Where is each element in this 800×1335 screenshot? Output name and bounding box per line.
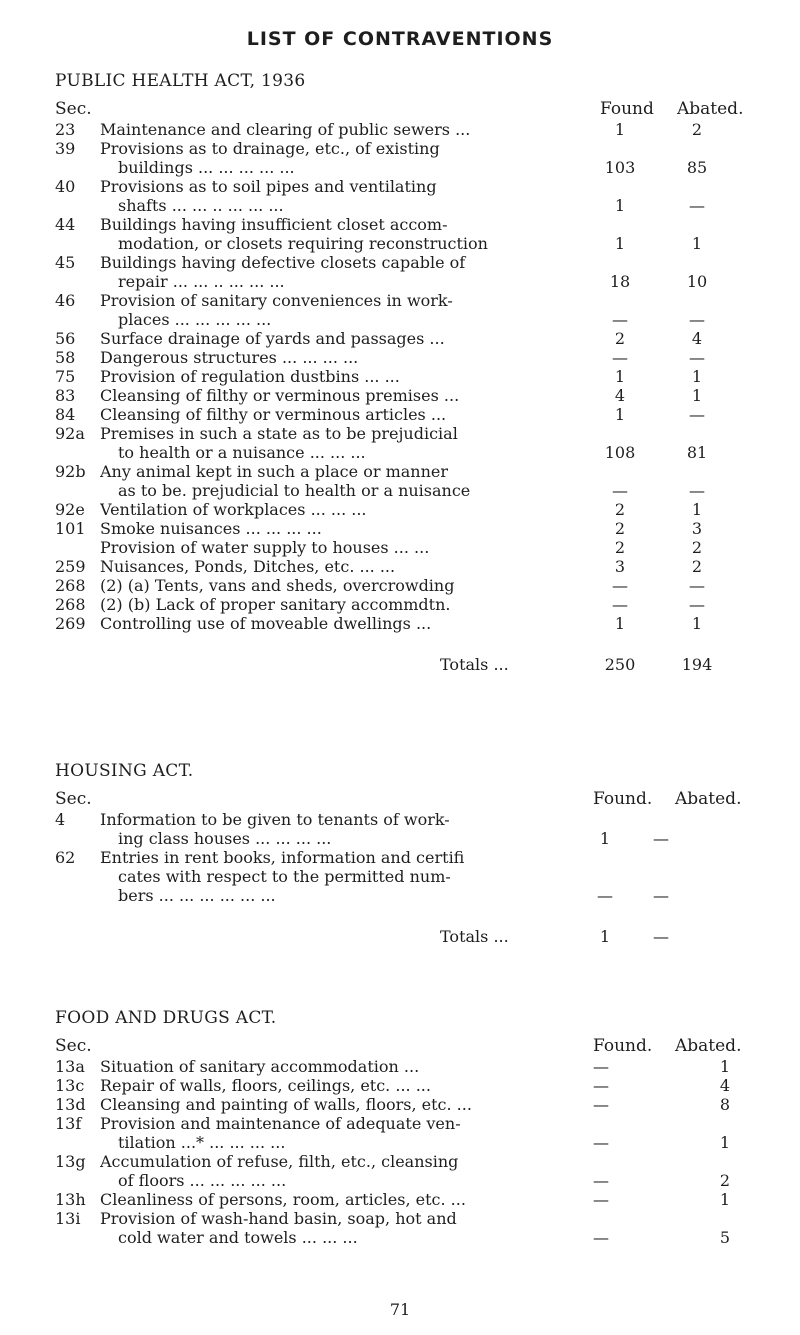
description-line: tilation ...* ... ... ... ... <box>118 1133 286 1152</box>
abated-count: 5 <box>719 1228 731 1247</box>
description-line: ing class houses ... ... ... ... <box>118 829 332 848</box>
abated-count: — <box>689 595 705 614</box>
description-line: Smoke nuisances ... ... ... ... <box>100 519 322 538</box>
description-line: places ... ... ... ... ... <box>118 310 272 329</box>
description-line: Buildings having defective closets capable of <box>100 253 466 272</box>
sec-column-label: Sec. <box>55 99 92 119</box>
found-column-label: Found. <box>593 789 653 809</box>
contravention-description <box>100 253 540 291</box>
abated-count: 2 <box>691 538 703 557</box>
description-line: Provisions as to drainage, etc., of existing <box>100 139 440 158</box>
table-row <box>55 519 785 538</box>
table-row <box>55 538 785 557</box>
description-line: Situation of sanitary accommodation ... <box>100 1057 420 1076</box>
section-number: 92a <box>55 424 85 443</box>
description-line: Provision and maintenance of adequate ven- <box>100 1114 461 1133</box>
found-count: — <box>593 1095 609 1114</box>
section-number: 83 <box>55 386 76 405</box>
description-line: cates with respect to the permitted num- <box>118 867 451 886</box>
table-row <box>55 120 785 139</box>
table-row <box>55 1095 785 1114</box>
table-row <box>55 139 785 177</box>
found-count: 3 <box>614 557 626 576</box>
found-column-label: Found <box>600 99 654 119</box>
found-count: 2 <box>614 329 626 348</box>
description-line: Provision of wash-hand basin, soap, hot and <box>100 1209 457 1228</box>
housing-rows <box>55 810 785 905</box>
description-line: of floors ... ... ... ... ... <box>118 1171 287 1190</box>
description-line: Repair of walls, floors, ceilings, etc. ... ... <box>100 1076 431 1095</box>
contravention-description <box>100 848 540 905</box>
table-row <box>55 462 785 500</box>
abated-count: 2 <box>691 120 703 139</box>
description-line: Buildings having insufficient closet accom- <box>100 215 448 234</box>
section-number: 39 <box>55 139 76 158</box>
found-count: — <box>612 576 628 595</box>
found-count: 1 <box>614 405 626 424</box>
description-line: Controlling use of moveable dwellings ... <box>100 614 432 633</box>
contravention-description <box>100 538 540 557</box>
abated-count: 1 <box>691 234 703 253</box>
housing-totals <box>55 927 785 949</box>
section-number: 269 <box>55 614 86 633</box>
contravention-description <box>100 500 540 519</box>
description-line: Information to be given to tenants of work- <box>100 810 450 829</box>
contravention-description <box>100 810 540 848</box>
section-number: 13h <box>55 1190 86 1209</box>
section-number: 13g <box>55 1152 86 1171</box>
section-number: 45 <box>55 253 76 272</box>
found-column-label: Found. <box>593 1036 653 1056</box>
abated-count: 2 <box>719 1171 731 1190</box>
totals-label: Totals ... <box>440 927 509 946</box>
food-drugs-section <box>55 1007 785 1247</box>
table-row <box>55 1190 785 1209</box>
found-count: 4 <box>614 386 626 405</box>
abated-column-label: Abated. <box>677 99 744 119</box>
found-count: 1 <box>614 120 626 139</box>
description-line: Accumulation of refuse, filth, etc., cleansing <box>100 1152 459 1171</box>
section-number: 40 <box>55 177 76 196</box>
abated-count: 1 <box>691 386 703 405</box>
section-number: 13i <box>55 1209 81 1228</box>
abated-count: — <box>689 576 705 595</box>
section-number: 84 <box>55 405 76 424</box>
found-count: 2 <box>614 538 626 557</box>
totals-abated: 194 <box>681 655 713 674</box>
table-row <box>55 614 785 633</box>
contravention-description <box>100 120 540 139</box>
description-line: cold water and towels ... ... ... <box>118 1228 358 1247</box>
section-number: 92e <box>55 500 85 519</box>
totals-abated: — <box>653 927 669 946</box>
table-row <box>55 810 785 848</box>
abated-count: 1 <box>719 1190 731 1209</box>
description-line: Nuisances, Ponds, Ditches, etc. ... ... <box>100 557 396 576</box>
found-count: — <box>593 1190 609 1209</box>
table-row <box>55 1114 785 1152</box>
totals-label: Totals ... <box>440 655 509 674</box>
found-count: — <box>612 348 628 367</box>
description-line: modation, or closets requiring reconstruction <box>118 234 488 253</box>
abated-count: 1 <box>691 614 703 633</box>
description-line: Ventilation of workplaces ... ... ... <box>100 500 367 519</box>
page-number: 71 <box>389 1300 411 1319</box>
contravention-description <box>100 329 540 348</box>
totals-found: 1 <box>599 927 611 946</box>
food-drugs-column-header <box>55 1037 785 1057</box>
found-count: 108 <box>604 443 636 462</box>
found-count: — <box>612 481 628 500</box>
abated-count: 1 <box>691 500 703 519</box>
found-count: 2 <box>614 500 626 519</box>
sec-column-label: Sec. <box>55 1036 92 1056</box>
contravention-description <box>100 595 540 614</box>
public-health-section <box>55 70 785 677</box>
description-line: Entries in rent books, information and certifi <box>100 848 465 867</box>
found-count: — <box>593 1133 609 1152</box>
section-number: 268 <box>55 595 86 614</box>
section-number: 101 <box>55 519 86 538</box>
contravention-description <box>100 614 540 633</box>
description-line: Any animal kept in such a place or manner <box>100 462 448 481</box>
found-count: — <box>593 1228 609 1247</box>
contravention-description <box>100 405 540 424</box>
table-row <box>55 329 785 348</box>
abated-count: 2 <box>691 557 703 576</box>
description-line: shafts ... ... .. ... ... ... <box>118 196 284 215</box>
section-number: 62 <box>55 848 76 867</box>
abated-count: — <box>689 405 705 424</box>
description-line: Provision of sanitary conveniences in work- <box>100 291 453 310</box>
table-row <box>55 1152 785 1190</box>
description-line: Maintenance and clearing of public sewers ... <box>100 120 471 139</box>
table-row <box>55 291 785 329</box>
description-line: (2) (b) Lack of proper sanitary accommdtn. <box>100 595 451 614</box>
found-count: 103 <box>604 158 636 177</box>
found-count: 1 <box>614 367 626 386</box>
contravention-description <box>100 215 540 253</box>
table-row <box>55 1076 785 1095</box>
found-count: 2 <box>614 519 626 538</box>
abated-count: 81 <box>686 443 708 462</box>
description-line: repair ... ... .. ... ... ... <box>118 272 285 291</box>
found-count: — <box>593 1076 609 1095</box>
section-number: 75 <box>55 367 76 386</box>
contravention-description <box>100 576 540 595</box>
abated-count: 1 <box>691 367 703 386</box>
abated-count: 10 <box>686 272 708 291</box>
table-row <box>55 177 785 215</box>
description-line: as to be. prejudicial to health or a nuisance <box>118 481 471 500</box>
found-count: 1 <box>599 829 611 848</box>
section-number: 259 <box>55 557 86 576</box>
table-row <box>55 848 785 905</box>
totals-found: 250 <box>604 655 636 674</box>
contravention-description <box>100 386 540 405</box>
contravention-description <box>100 1190 540 1209</box>
contravention-description <box>100 1114 540 1152</box>
abated-count: — <box>689 348 705 367</box>
food-drugs-heading: FOOD AND DRUGS ACT. <box>55 1008 277 1028</box>
found-count: 1 <box>614 614 626 633</box>
housing-column-header <box>55 790 785 810</box>
contravention-description <box>100 462 540 500</box>
description-line: Cleansing of filthy or verminous premises ... <box>100 386 460 405</box>
contravention-description <box>100 1057 540 1076</box>
abated-count: — <box>689 481 705 500</box>
abated-count: — <box>653 829 669 848</box>
found-count: — <box>612 595 628 614</box>
table-row <box>55 557 785 576</box>
abated-count: 4 <box>719 1076 731 1095</box>
found-count: — <box>612 310 628 329</box>
section-number: 44 <box>55 215 76 234</box>
description-line: to health or a nuisance ... ... ... <box>118 443 366 462</box>
abated-count: 3 <box>691 519 703 538</box>
found-count: — <box>597 886 613 905</box>
contravention-description <box>100 291 540 329</box>
page-title: LIST OF CONTRAVENTIONS <box>246 28 554 50</box>
section-number: 58 <box>55 348 76 367</box>
abated-count: — <box>653 886 669 905</box>
food-drugs-rows <box>55 1057 785 1247</box>
section-number: 46 <box>55 291 76 310</box>
abated-count: — <box>689 196 705 215</box>
section-number: 13f <box>55 1114 82 1133</box>
contravention-description <box>100 139 540 177</box>
contravention-description <box>100 348 540 367</box>
contravention-description <box>100 557 540 576</box>
housing-section <box>55 760 785 949</box>
abated-count: — <box>689 310 705 329</box>
public-health-heading: PUBLIC HEALTH ACT, 1936 <box>55 71 306 91</box>
description-line: (2) (a) Tents, vans and sheds, overcrowding <box>100 576 455 595</box>
found-count: — <box>593 1057 609 1076</box>
contravention-description <box>100 424 540 462</box>
abated-count: 8 <box>719 1095 731 1114</box>
table-row <box>55 1209 785 1247</box>
abated-count: 1 <box>719 1133 731 1152</box>
description-line: Cleanliness of persons, room, articles, etc. ... <box>100 1190 466 1209</box>
found-count: 18 <box>609 272 631 291</box>
public-health-column-header <box>55 100 785 120</box>
contravention-description <box>100 367 540 386</box>
table-row <box>55 405 785 424</box>
description-line: buildings ... ... ... ... ... <box>118 158 295 177</box>
contravention-description <box>100 1076 540 1095</box>
table-row <box>55 367 785 386</box>
description-line: Provision of water supply to houses ... ... <box>100 538 430 557</box>
table-row <box>55 386 785 405</box>
table-row <box>55 595 785 614</box>
public-health-totals <box>55 655 785 677</box>
contravention-description <box>100 1152 540 1190</box>
description-line: Provisions as to soil pipes and ventilating <box>100 177 437 196</box>
description-line: bers ... ... ... ... ... ... <box>118 886 276 905</box>
table-row <box>55 348 785 367</box>
housing-heading: HOUSING ACT. <box>55 761 194 781</box>
contravention-description <box>100 1095 540 1114</box>
description-line: Cleansing and painting of walls, floors, etc. ... <box>100 1095 472 1114</box>
description-line: Premises in such a state as to be prejudicial <box>100 424 458 443</box>
contravention-description <box>100 177 540 215</box>
abated-count: 1 <box>719 1057 731 1076</box>
table-row <box>55 253 785 291</box>
abated-count: 4 <box>691 329 703 348</box>
description-line: Surface drainage of yards and passages ... <box>100 329 445 348</box>
section-number: 13c <box>55 1076 85 1095</box>
section-number: 4 <box>55 810 66 829</box>
abated-count: 85 <box>686 158 708 177</box>
abated-column-label: Abated. <box>675 789 742 809</box>
table-row <box>55 1057 785 1076</box>
abated-column-label: Abated. <box>675 1036 742 1056</box>
found-count: 1 <box>614 234 626 253</box>
table-row <box>55 424 785 462</box>
description-line: Dangerous structures ... ... ... ... <box>100 348 359 367</box>
section-number: 23 <box>55 120 76 139</box>
section-number: 92b <box>55 462 86 481</box>
table-row <box>55 576 785 595</box>
found-count: 1 <box>614 196 626 215</box>
contravention-description <box>100 1209 540 1247</box>
table-row <box>55 215 785 253</box>
description-line: Provision of regulation dustbins ... ... <box>100 367 400 386</box>
section-number: 56 <box>55 329 76 348</box>
contravention-description <box>100 519 540 538</box>
found-count: — <box>593 1171 609 1190</box>
table-row <box>55 500 785 519</box>
section-number: 13a <box>55 1057 85 1076</box>
sec-column-label: Sec. <box>55 789 92 809</box>
section-number: 13d <box>55 1095 86 1114</box>
description-line: Cleansing of filthy or verminous articles ... <box>100 405 447 424</box>
section-number: 268 <box>55 576 86 595</box>
public-health-rows <box>55 120 785 633</box>
